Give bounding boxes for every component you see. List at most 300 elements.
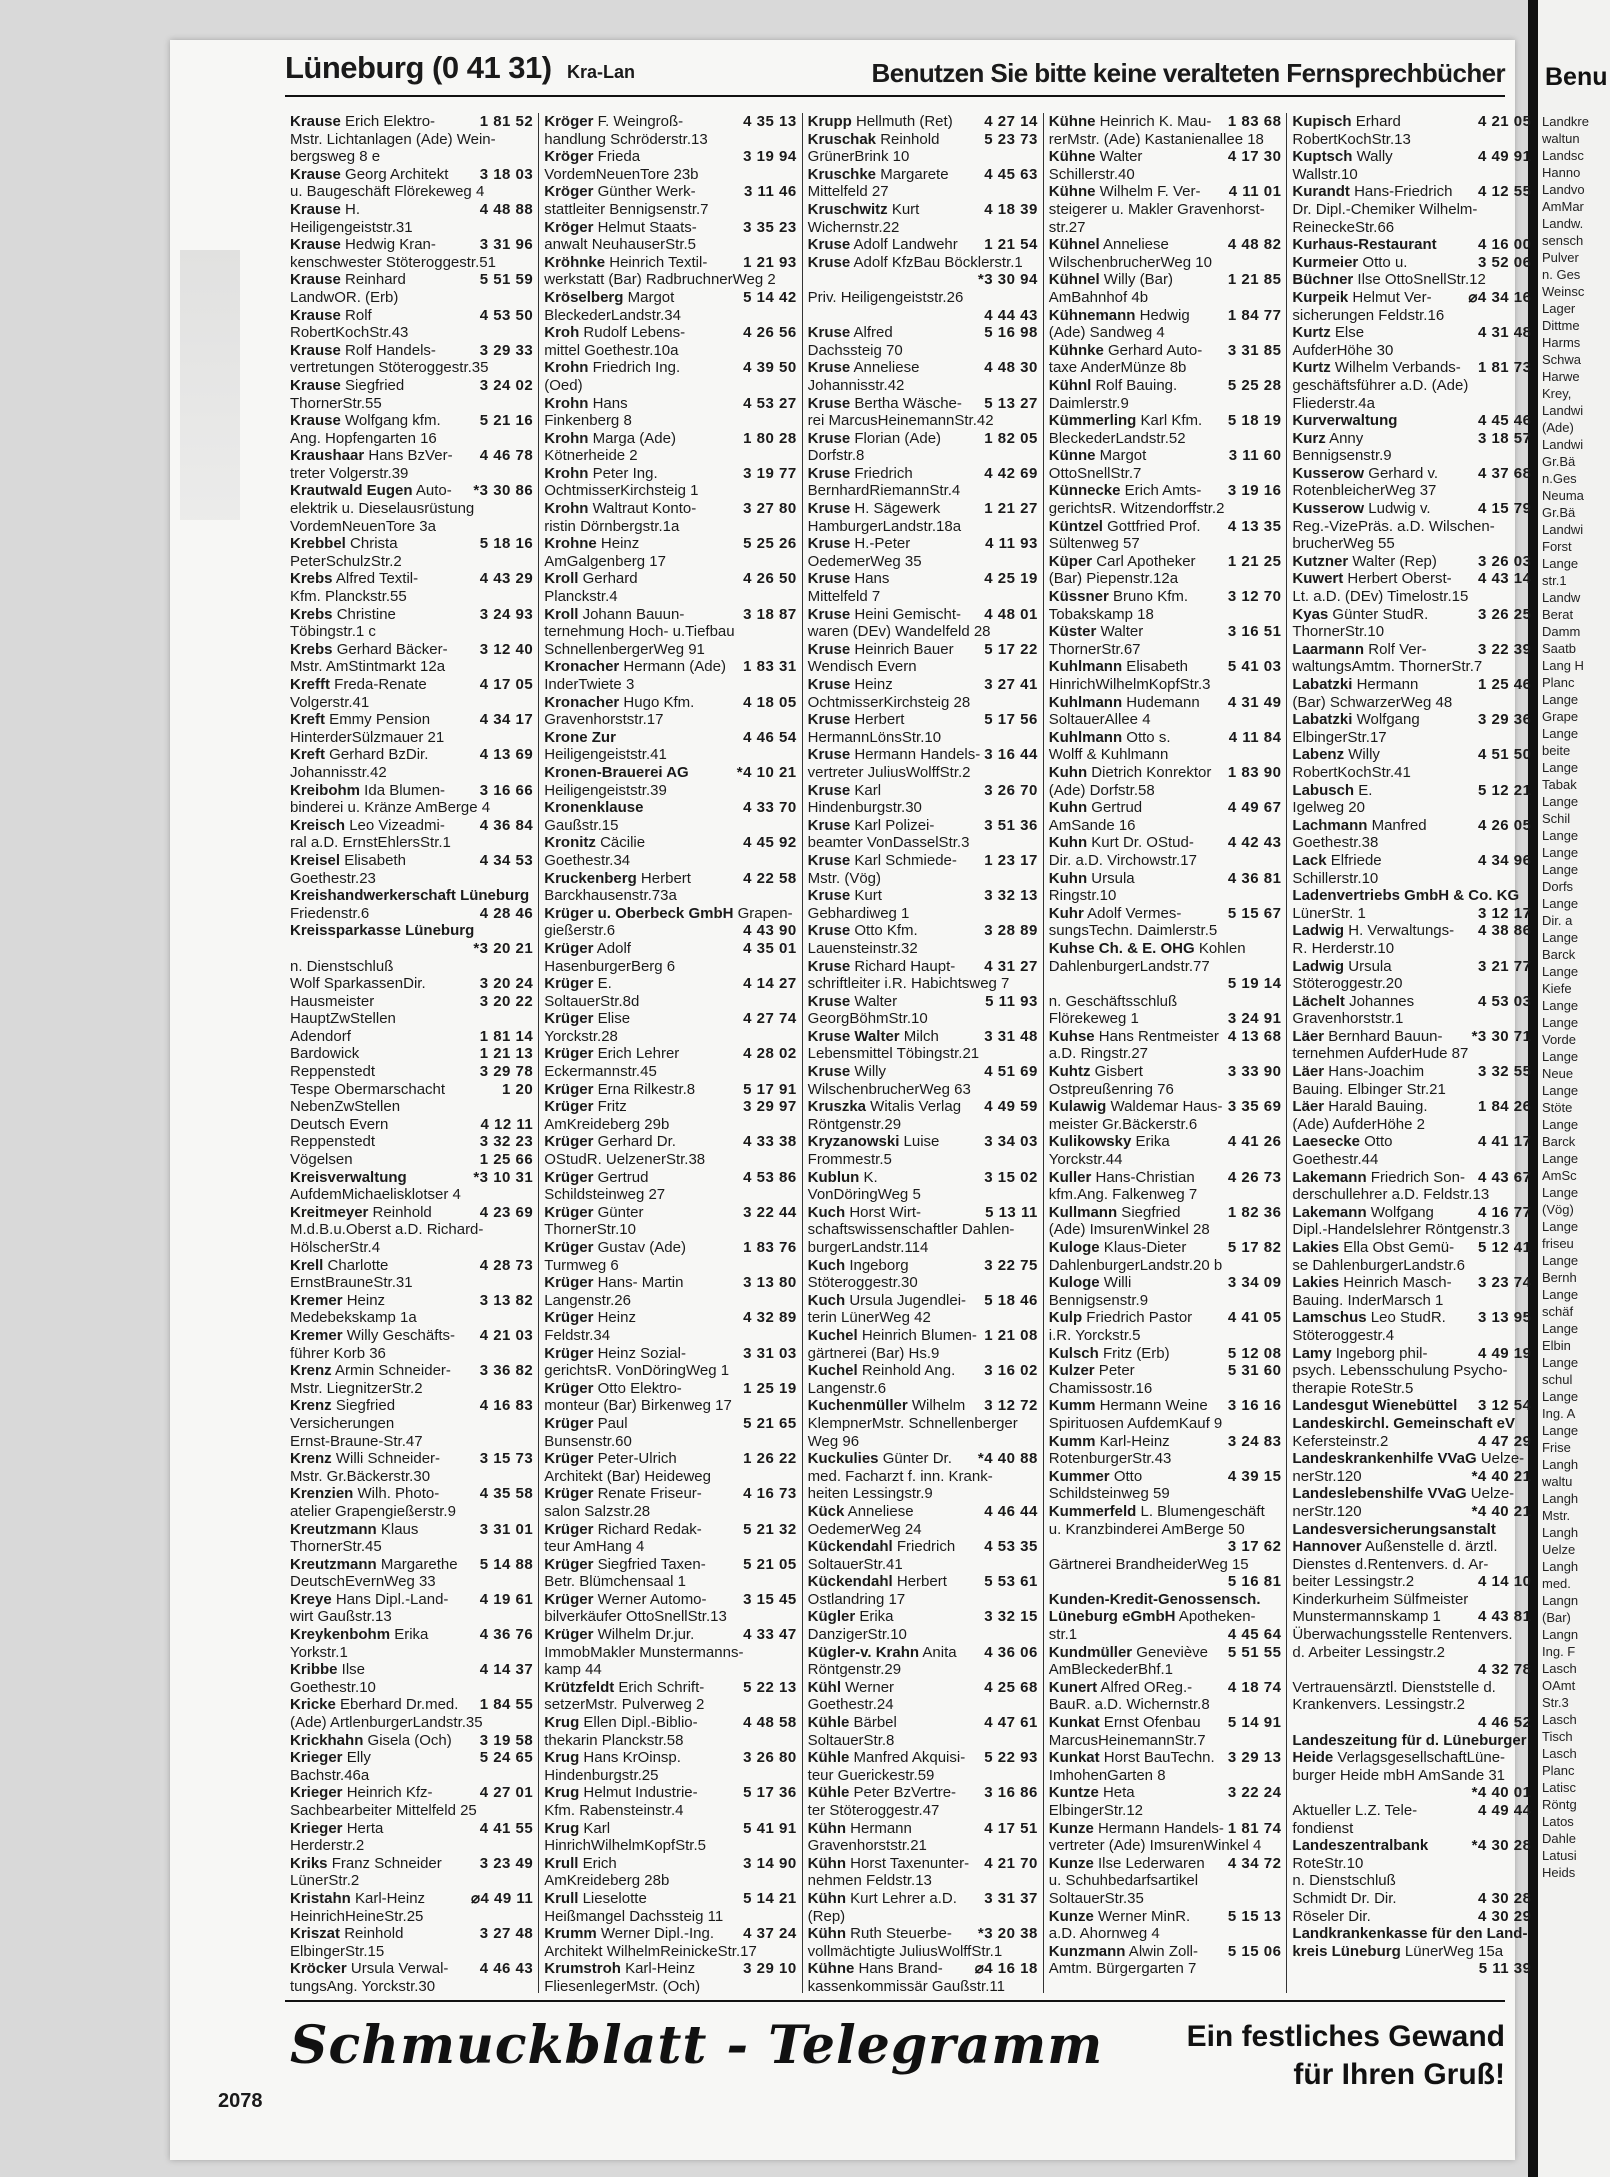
listing-entry <box>1049 905 1282 923</box>
listing-surname: Kröger <box>544 148 594 166</box>
listing-details: Else <box>1330 324 1365 342</box>
listing-surname: Küntzel <box>1048 517 1103 535</box>
page-number: 2078 <box>218 2090 263 2112</box>
listing-details: nerStr.120 <box>1292 1502 1362 1520</box>
listing-entry <box>1049 764 1282 782</box>
listing-surname: Kühne <box>1048 148 1096 166</box>
listing-surname: Kruse <box>807 781 851 799</box>
phone-number: 3 19 16 <box>1227 482 1282 500</box>
listing-surname: Krohn <box>544 429 589 447</box>
listing-details: Töbingstr.1 c <box>290 623 376 641</box>
listing-text <box>290 148 380 166</box>
listing-entry <box>544 113 796 131</box>
listing-surname: Kunzmann <box>1048 1942 1126 1960</box>
listing-entry <box>1049 1433 1282 1451</box>
listing-details: Leo Vizeadmi- <box>345 816 445 834</box>
listing-details: sungsTechn. Daimlerstr.5 <box>1048 922 1218 940</box>
phone-number: 1 81 74 <box>1227 1819 1282 1837</box>
listing-details: Gebhardiweg 1 <box>807 904 910 922</box>
listing-text <box>1049 1116 1197 1134</box>
listing-details: WilschenbrucherWeg 10 <box>1048 253 1212 271</box>
listing-entry <box>1049 447 1282 465</box>
listing-surname: Krell <box>290 1256 324 1274</box>
listing-details: Wally <box>1352 148 1393 166</box>
listing-details: Heinrich Masch- <box>1339 1274 1452 1292</box>
listing-text <box>290 1239 380 1257</box>
listing-details: HeinrichHeineStr.25 <box>290 1907 424 1925</box>
listing-text <box>1049 1890 1144 1908</box>
listing-entry <box>1049 1010 1282 1028</box>
facing-page-line: Vorde <box>1542 1032 1576 1047</box>
phone-number: 4 31 49 <box>1227 693 1282 711</box>
facing-page-line: Forst <box>1542 539 1572 554</box>
header-slogan: Benutzen Sie bitte keine veralteten Fernsprechbücher <box>871 58 1505 88</box>
listing-text <box>1049 183 1201 201</box>
facing-page-line: AmSc <box>1542 1168 1577 1183</box>
listing-details: Bunsenstr.60 <box>544 1432 632 1450</box>
listing-entry <box>290 465 533 483</box>
listing-text <box>1049 271 1173 289</box>
phone-number: 4 21 03 <box>479 1326 534 1344</box>
listing-entry <box>1292 1538 1531 1556</box>
listing-entry <box>544 1714 796 1732</box>
listing-details: Munstermannskamp 1 <box>1292 1608 1441 1626</box>
listing-entry <box>290 307 533 325</box>
listing-entry <box>1049 1749 1282 1767</box>
facing-page-line: Landsc <box>1542 148 1584 163</box>
listing-text <box>544 993 639 1011</box>
listing-text <box>544 1872 669 1890</box>
listing-text <box>290 782 445 800</box>
listing-details: HölscherStr.4 <box>290 1239 381 1256</box>
listing-details: NebenZwStellen <box>290 1098 401 1116</box>
listing-text <box>544 1732 683 1750</box>
listing-text <box>290 1081 445 1099</box>
listing-text <box>290 1133 375 1151</box>
listing-entry <box>808 658 1038 676</box>
listing-details: meister Gr.Bäckerstr.6 <box>1048 1115 1198 1133</box>
listing-text <box>544 342 678 360</box>
listing-text <box>544 553 666 571</box>
phone-number: 3 24 83 <box>1227 1432 1282 1450</box>
listing-entry <box>1292 1591 1531 1609</box>
phone-number: 4 35 58 <box>479 1485 534 1503</box>
listing-text <box>1292 1820 1353 1838</box>
listing-entry <box>290 131 533 149</box>
listing-details: Bennigsenstr.9 <box>1292 447 1392 465</box>
listing-entry <box>290 1837 533 1855</box>
listing-text <box>544 676 634 694</box>
phone-number: 3 21 77 <box>1477 957 1532 975</box>
listing-details: Barckhausenstr.73a <box>544 887 677 905</box>
phone-number: 3 24 91 <box>1227 1010 1282 1028</box>
listing-entry <box>808 799 1038 817</box>
listing-entry <box>1049 1116 1282 1134</box>
listing-details: waltungsAmtm. ThornerStr.7 <box>1292 658 1483 676</box>
listing-details: ThornerStr.10 <box>544 1221 636 1239</box>
listing-details: Sültenweg 57 <box>1048 535 1140 553</box>
listing-surname: Kunze <box>1048 1819 1094 1837</box>
listing-entry <box>290 1045 533 1063</box>
listing-text <box>544 1468 711 1486</box>
listing-details: Elisabeth <box>1122 658 1189 676</box>
listing-surname: Krüger <box>544 1098 594 1116</box>
listing-entry <box>808 500 1038 518</box>
phone-number: *4 10 21 <box>736 763 797 781</box>
phone-number: 5 21 65 <box>743 1414 797 1432</box>
listing-surname: Kuchel <box>807 1362 858 1380</box>
phone-number: 4 43 67 <box>1477 1168 1532 1186</box>
listing-details: Elly <box>342 1749 371 1767</box>
listing-text <box>808 395 962 413</box>
listing-entry <box>808 1045 1038 1063</box>
listing-details: Karl <box>850 781 882 799</box>
facing-page-line: Landwi <box>1542 403 1584 418</box>
listing-entry <box>544 1644 796 1662</box>
listing-details: teur AmHang 4 <box>544 1538 645 1556</box>
listing-surname: Kunze <box>1048 1854 1094 1872</box>
phone-number: 3 13 80 <box>743 1274 797 1292</box>
listing-text <box>1292 1872 1395 1890</box>
listing-details: Hermann Handels- <box>1093 1819 1224 1837</box>
phone-number: 3 27 41 <box>984 676 1038 693</box>
listing-text <box>1292 1943 1503 1961</box>
listing-text <box>544 1960 695 1978</box>
listing-surname: Kühl <box>807 1678 841 1696</box>
facing-page-line: Dir. a <box>1542 913 1573 928</box>
listing-entry <box>1049 1908 1282 1926</box>
facing-page-line: Latos <box>1542 1814 1574 1829</box>
listing-surname: Kuckulies <box>807 1450 879 1468</box>
listing-text <box>1292 922 1454 940</box>
listing-entry <box>290 254 533 272</box>
listing-entry <box>808 1292 1038 1310</box>
listing-surname: Krug <box>544 1819 580 1837</box>
listing-details: Hermann <box>845 1819 912 1837</box>
listing-text <box>290 412 441 430</box>
listing-surname: Küper <box>1048 552 1093 570</box>
listing-text <box>1292 1433 1388 1451</box>
facing-page-line: Lange <box>1542 1015 1579 1030</box>
listing-surname: Lakies <box>1292 1239 1340 1256</box>
listing-entry <box>290 1063 533 1081</box>
phone-number: 3 26 03 <box>1477 552 1532 570</box>
listing-details: (Ade) Dorfstr.58 <box>1048 781 1155 799</box>
listing-entry <box>1049 852 1282 870</box>
listing-entry <box>1049 342 1282 360</box>
listing-details: Willy (Bar) <box>1099 271 1173 289</box>
listing-details: Hans <box>850 570 890 588</box>
listing-entry <box>808 1573 1038 1591</box>
listing-entry <box>808 746 1038 764</box>
listing-entry <box>808 1081 1038 1099</box>
listing-details: Johann Bauun- <box>578 605 685 623</box>
listing-surname: Kurpeik <box>1292 288 1349 306</box>
listing-text <box>808 412 994 430</box>
phone-number: 5 14 91 <box>1227 1714 1282 1732</box>
listing-text <box>1049 1485 1170 1503</box>
phone-number: 4 21 05 <box>1477 113 1532 130</box>
listing-details: Reppenstedt <box>290 1133 376 1151</box>
phone-number: 4 39 50 <box>743 359 797 377</box>
listing-entry <box>544 834 796 852</box>
listing-entry <box>544 729 796 747</box>
facing-page-line: Dahle <box>1542 1831 1576 1846</box>
listing-entry <box>808 1767 1038 1785</box>
listing-text <box>808 958 956 976</box>
listing-text <box>1049 1045 1148 1063</box>
listing-details: Georg Architekt <box>340 165 449 183</box>
listing-entry <box>544 1397 796 1415</box>
phone-number: 5 24 65 <box>479 1749 534 1767</box>
listing-details: Erna Rilkestr.8 <box>593 1080 696 1098</box>
listing-entry <box>1292 922 1531 940</box>
listing-text <box>544 1345 686 1363</box>
listing-entry <box>544 1063 796 1081</box>
listing-details: Bruno Kfm. <box>1108 588 1189 606</box>
listing-entry <box>1049 975 1282 993</box>
listing-details: Johannes <box>1344 992 1415 1010</box>
listing-text <box>808 1169 878 1187</box>
phone-number: 1 82 05 <box>984 429 1038 447</box>
listing-entry <box>1049 1960 1282 1978</box>
listing-entry <box>544 1503 796 1521</box>
phone-number: 4 53 86 <box>743 1168 797 1186</box>
listing-text <box>1049 1345 1170 1363</box>
listing-entry <box>1292 993 1531 1011</box>
listing-text <box>290 1521 418 1539</box>
facing-page-line: Elbin <box>1542 1338 1571 1353</box>
listing-entry <box>808 430 1038 448</box>
phone-number: 3 32 23 <box>479 1133 534 1151</box>
listing-details: Mstr. Lichtanlagen (Ade) Wein- <box>290 130 496 148</box>
listing-entry <box>290 1538 533 1556</box>
listing-text <box>290 1714 483 1732</box>
listing-details: Otto u. <box>1358 253 1408 271</box>
listing-details: Fritz <box>593 1098 627 1116</box>
listing-surname: Landeszentralbank <box>1292 1837 1429 1855</box>
listing-text <box>1292 1679 1495 1697</box>
listing-entry <box>1049 1679 1282 1697</box>
listing-entry <box>1292 799 1531 817</box>
listing-entry <box>290 535 533 553</box>
listing-text <box>1049 1802 1143 1820</box>
listing-details: Friedrich <box>850 464 913 482</box>
listing-surname: Krüger <box>544 1239 594 1256</box>
listing-text <box>544 1538 644 1556</box>
phone-number: 3 15 45 <box>743 1590 797 1608</box>
listing-details: Margarete <box>876 165 949 183</box>
listing-text <box>1049 1767 1166 1785</box>
listing-entry <box>1292 1485 1531 1503</box>
listing-entry <box>1049 623 1282 641</box>
listing-details: Ilse Lederwaren <box>1093 1854 1205 1872</box>
listing-details: Willy <box>1344 746 1380 764</box>
listing-entry <box>544 1925 796 1943</box>
listing-text <box>1049 676 1211 694</box>
phone-number: 4 27 14 <box>984 113 1038 130</box>
phone-number: 3 51 36 <box>984 816 1038 834</box>
phone-number: 4 17 30 <box>1227 148 1282 166</box>
listing-entry <box>808 1415 1038 1433</box>
listing-details: HinterderSülzmauer 21 <box>290 728 445 746</box>
listing-details: HinrichWilhelmKopfStr.5 <box>544 1837 706 1855</box>
listing-details: Heinrich Blumen- <box>857 1326 977 1344</box>
phone-number: 5 18 19 <box>1227 412 1282 430</box>
listing-details: Peter-Ulrich <box>593 1450 677 1468</box>
listing-entry <box>1292 658 1531 676</box>
listing-text <box>1049 922 1217 940</box>
listing-entry <box>290 1081 533 1099</box>
listing-details: Fritz (Erb) <box>1098 1344 1170 1362</box>
listing-details: Goethestr.34 <box>544 851 631 869</box>
listing-surname: Kruckenberg <box>544 869 637 887</box>
listing-entry <box>808 1890 1038 1908</box>
footer-slogan-line-1: Ein festliches Gewand <box>1186 2020 1505 2053</box>
listing-text <box>1049 324 1165 342</box>
listing-text <box>544 1098 627 1116</box>
listing-details: Günter StudR. <box>1328 605 1429 623</box>
listing-text <box>1292 1749 1505 1767</box>
listing-entry <box>544 1908 796 1926</box>
listing-surname: kreis Lüneburg <box>1292 1942 1401 1960</box>
listing-text <box>544 1820 610 1838</box>
listing-details: gerichtsR. Witzendorffstr.2 <box>1048 500 1225 518</box>
facing-page-line: Dittme <box>1542 318 1580 333</box>
listing-entry <box>1049 113 1282 131</box>
listing-surname: Krebs <box>290 640 333 658</box>
listing-details: Karl-Heinz <box>1095 1432 1170 1450</box>
listing-text <box>1049 1626 1077 1644</box>
listing-text <box>808 1045 980 1063</box>
listing-entry <box>1292 1274 1531 1292</box>
listing-details: Kurt <box>887 200 920 218</box>
phone-number: 4 17 51 <box>984 1819 1038 1837</box>
phone-number: 4 47 29 <box>1477 1432 1532 1450</box>
listing-details: Renate Friseur- <box>593 1485 702 1503</box>
listing-text <box>1292 870 1378 888</box>
phone-number: 3 18 57 <box>1477 429 1532 447</box>
facing-page-line: Landw. <box>1542 216 1584 231</box>
listing-entry <box>544 1204 796 1222</box>
listing-entry <box>544 1837 796 1855</box>
listing-text <box>1292 1098 1427 1116</box>
listing-details: Architekt (Bar) Heideweg <box>544 1467 711 1485</box>
listing-text <box>1049 1521 1245 1539</box>
listing-entry <box>1049 1063 1282 1081</box>
listing-details: Lieselotte <box>578 1889 647 1907</box>
listing-surname: Kühne <box>1048 183 1096 201</box>
listing-surname: Kruse <box>807 957 851 975</box>
listing-entry <box>1049 1397 1282 1415</box>
phone-number: 3 27 80 <box>743 500 797 518</box>
listing-entry <box>808 1221 1038 1239</box>
listing-text <box>544 1362 729 1380</box>
listing-details: Ilse OttoSnellStr.12 <box>1353 271 1486 289</box>
listing-surname: Künnecke <box>1048 482 1121 500</box>
listing-entry <box>290 834 533 852</box>
listing-surname: Kreykenbohm <box>290 1626 391 1644</box>
listing-entry <box>808 1626 1038 1644</box>
listing-details: Siegfried <box>1117 1203 1181 1221</box>
listing-entry <box>290 975 533 993</box>
phone-number: 5 17 36 <box>743 1784 797 1802</box>
listing-text <box>290 570 418 588</box>
listing-text <box>290 201 360 219</box>
listing-text <box>290 377 404 395</box>
listing-details: Johannisstr.42 <box>807 376 905 394</box>
listing-entry <box>1292 1820 1531 1838</box>
listing-text <box>290 500 474 518</box>
listing-text <box>1292 1274 1451 1292</box>
phone-number: 4 36 06 <box>984 1643 1038 1661</box>
listing-entry <box>1049 1292 1282 1310</box>
listing-details: Bauing. Elbinger Str.21 <box>1292 1080 1446 1098</box>
facing-page-line: Lange <box>1542 1049 1579 1064</box>
listing-details: Heißmangel Dachssteig 11 <box>544 1907 724 1925</box>
listing-entry <box>290 219 533 237</box>
phone-number: 4 48 58 <box>743 1714 797 1732</box>
phone-number: 5 14 88 <box>479 1555 534 1573</box>
listing-entry <box>1049 1257 1282 1275</box>
facing-page-line: waltu <box>1542 1474 1573 1489</box>
listing-details: BleckederLandstr.52 <box>1048 429 1186 447</box>
listing-entry <box>544 447 796 465</box>
listing-text <box>808 183 889 201</box>
listing-text <box>1049 1872 1198 1890</box>
phone-number: *4 30 28 <box>1471 1837 1532 1855</box>
listing-text <box>1049 1309 1192 1327</box>
phone-number: 5 14 42 <box>743 288 797 306</box>
listing-text <box>808 1960 943 1978</box>
listing-details: kfm.Ang. Falkenweg 7 <box>1048 1186 1198 1204</box>
listing-text <box>1049 131 1264 149</box>
listing-text <box>808 1468 993 1486</box>
phone-number: 3 19 77 <box>743 464 797 482</box>
listing-entry <box>290 1274 533 1292</box>
listing-surname: Kricke <box>290 1696 336 1714</box>
listing-entry <box>808 676 1038 694</box>
phone-number: 3 32 13 <box>984 887 1038 905</box>
listing-surname: Kühnel <box>1048 271 1100 289</box>
footer-advert-slogan <box>1187 2018 1505 2094</box>
phone-number: 5 31 60 <box>1227 1362 1282 1380</box>
listing-surname: Kriszat <box>290 1925 341 1943</box>
listing-entry <box>290 1943 533 1961</box>
listing-text <box>1292 1345 1427 1363</box>
listing-details: Geneviève <box>1132 1643 1209 1661</box>
listing-text <box>544 905 792 923</box>
listing-text <box>290 1784 433 1802</box>
listing-entry <box>1049 1204 1282 1222</box>
listing-entry <box>1292 236 1531 254</box>
facing-page-line: Langh <box>1542 1525 1579 1540</box>
listing-entry <box>290 1186 533 1204</box>
listing-text <box>1049 166 1135 184</box>
listing-entry <box>290 342 533 360</box>
listing-details: Anneliese <box>844 1502 914 1520</box>
listing-details: PeterSchulzStr.2 <box>290 552 402 570</box>
listing-text <box>544 1644 743 1662</box>
listing-text <box>808 1116 901 1134</box>
listing-text <box>544 1415 627 1433</box>
listing-details: Anny <box>1325 429 1364 447</box>
listing-details: Peter <box>1094 1362 1135 1380</box>
listing-entry <box>544 922 796 940</box>
phone-number: 3 31 01 <box>479 1520 534 1538</box>
listing-entry <box>544 1169 796 1187</box>
listing-entry <box>808 1820 1038 1838</box>
